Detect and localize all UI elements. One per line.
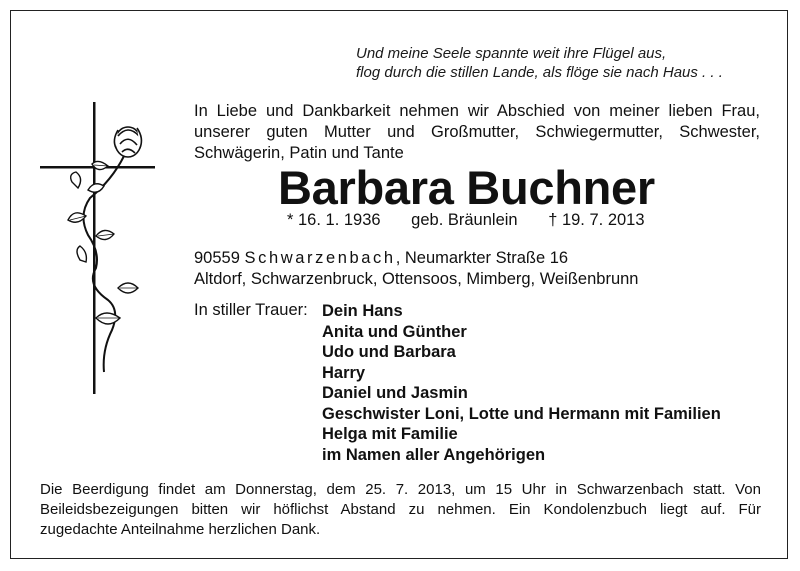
mourner: Geschwister Loni, Lotte und Hermann mit Familien: [322, 404, 721, 423]
intro-line: Schwägerin, Patin und Tante: [194, 144, 404, 162]
mourner: Dein Hans: [322, 302, 403, 320]
poem-line: Und meine Seele spannte weit ihre Flügel aus,: [356, 45, 667, 62]
funeral-info: [40, 480, 761, 540]
town-name: Schwarzenbach: [244, 249, 396, 267]
places-line: Altdorf, Schwarzenbruck, Ottensoos, Mimberg, Weißenbrunn: [194, 270, 639, 288]
address-block: [194, 248, 638, 290]
life-dates: [287, 211, 645, 230]
mourner: Helga mit Familie: [322, 425, 458, 443]
street-address: , Neumarkter Straße 16: [395, 249, 569, 267]
mourner: Daniel und Jasmin: [322, 384, 468, 402]
cross-with-rose-icon: [38, 100, 163, 400]
mourning-label: In stiller Trauer:: [194, 301, 308, 319]
poem: [356, 44, 723, 82]
mourner: Harry: [322, 363, 366, 382]
poem-line: flog durch die stillen Lande, als flöge sie nach Haus . . .: [356, 64, 723, 81]
maiden-name: geb. Bräunlein: [411, 211, 518, 229]
postal-code: 90559: [194, 249, 240, 267]
mourner: im Namen aller Angehörigen: [322, 445, 546, 464]
mourner: Udo und Barbara: [322, 343, 456, 361]
intro-text: [194, 101, 760, 164]
funeral-info-line: Beileidsbezeigungen bitten wir höflichst Abstand zu nehmen. Ein Kondolenzbuch liegt auf. Für: [40, 501, 761, 518]
funeral-info-line: Die Beerdigung findet am Donnerstag, dem 25. 7. 2013, um 15 Uhr in Schwarzenbach statt. Von: [40, 481, 761, 498]
mourner: Anita und Günther: [322, 322, 467, 341]
funeral-info-line: zugedachte Anteilnahme herzlichen Dank.: [40, 521, 321, 538]
intro-line: unserer guten Mutter und Großmutter, Schwiegermutter, Schwester,: [194, 123, 760, 141]
intro-line: In Liebe und Dankbarkeit nehmen wir Abschied von meiner lieben Frau,: [194, 102, 760, 120]
deceased-name: Barbara Buchner: [278, 161, 655, 214]
address-line: [194, 248, 638, 269]
mourners-list: [322, 301, 721, 465]
death-date: † 19. 7. 2013: [548, 211, 645, 229]
birth-date: * 16. 1. 1936: [287, 211, 381, 229]
